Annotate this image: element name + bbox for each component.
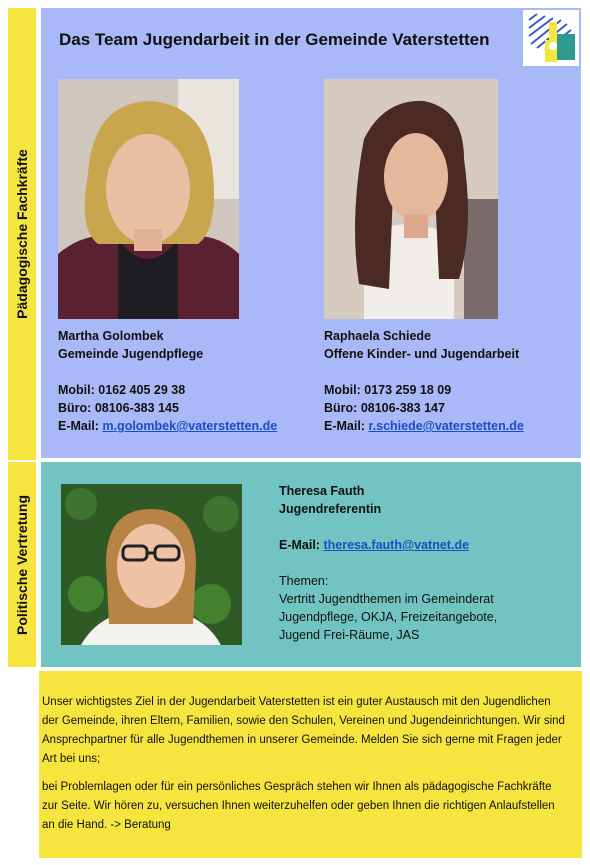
email-line <box>324 417 524 435</box>
office-line <box>324 399 524 417</box>
topic-item: Jugendpflege, OKJA, Freizeitangebote, <box>279 610 498 624</box>
staff-name: Martha Golombek <box>58 329 164 343</box>
office-line <box>58 399 277 417</box>
section-label-paedagogische: Pädagogische Fachkräfte <box>14 149 30 319</box>
office-number: 08106-383 147 <box>360 401 445 415</box>
contact-card-raphaela <box>324 327 524 435</box>
politics-panel <box>41 462 581 667</box>
office-label: Büro: <box>324 401 358 415</box>
vaterstetten-logo-icon <box>523 10 579 66</box>
email-link-theresa[interactable]: theresa.fauth@vatnet.de <box>323 538 470 552</box>
email-line <box>279 536 497 554</box>
intro-paragraph: bei Problemlagen oder für ein persönliches Gespräch stehen wir Ihnen als pädagogische Fachkräfte zur Seite. Wir hören zu, versuchen Ihnen weiterzuhelfen oder geben Ihnen die richtigen Anlaufstellen an die Hand. -> Beratung <box>42 781 555 831</box>
email-link-martha[interactable]: m.golombek@vaterstetten.de <box>102 419 278 433</box>
mobile-line <box>58 381 277 399</box>
staff-role: Offene Kinder- und Jugendarbeit <box>324 347 520 361</box>
topics-label: Themen: <box>279 574 329 588</box>
mobile-label: Mobil: <box>58 383 95 397</box>
intro-text <box>42 693 570 835</box>
email-label: E-Mail: <box>324 419 365 433</box>
contact-card-martha <box>58 327 277 435</box>
side-strip-paedagogische <box>8 8 36 460</box>
office-number: 08106-383 145 <box>94 401 179 415</box>
politician-name: Theresa Fauth <box>279 484 365 498</box>
politician-role: Jugendreferentin <box>279 502 382 516</box>
contact-card-theresa <box>279 482 497 644</box>
mobile-number: 0162 405 29 38 <box>98 383 186 397</box>
staff-role: Gemeinde Jugendpflege <box>58 347 204 361</box>
intro-panel <box>39 671 582 858</box>
staff-name: Raphaela Schiede <box>324 329 431 343</box>
topic-item: Jugend Frei-Räume, JAS <box>279 628 420 642</box>
photo-theresa-fauth <box>61 484 242 645</box>
topic-item: Vertritt Jugendthemen im Gemeinderat <box>279 592 494 606</box>
side-strip-politische <box>8 462 36 667</box>
photo-raphaela-schiede <box>324 79 498 319</box>
photo-martha-golombek <box>58 79 239 319</box>
email-label: E-Mail: <box>58 419 99 433</box>
email-line <box>58 417 277 435</box>
intro-paragraph: Unser wichtigstes Ziel in der Jugendarbeit Vaterstetten ist ein guter Austausch mit den Jugendlichen der Gemeinde, ihren Eltern, Familien, sowie den Schulen, Vereinen und Jugendeinrichtungen. Wir sind Ansprechpartner für alle Jugendthemen in unserer Gemeinde. Melden Sie sich gerne mit Fragen jeder Art bei uns; <box>42 696 565 765</box>
section-label-politische: Politische Vertretung <box>14 494 30 635</box>
mobile-label: Mobil: <box>324 383 361 397</box>
page-title: Das Team Jugendarbeit in der Gemeinde Vaterstetten <box>59 30 490 49</box>
email-label: E-Mail: <box>279 538 320 552</box>
team-panel <box>41 8 581 458</box>
mobile-line <box>324 381 524 399</box>
email-link-raphaela[interactable]: r.schiede@vaterstetten.de <box>368 419 524 433</box>
mobile-number: 0173 259 18 09 <box>364 383 452 397</box>
office-label: Büro: <box>58 401 92 415</box>
